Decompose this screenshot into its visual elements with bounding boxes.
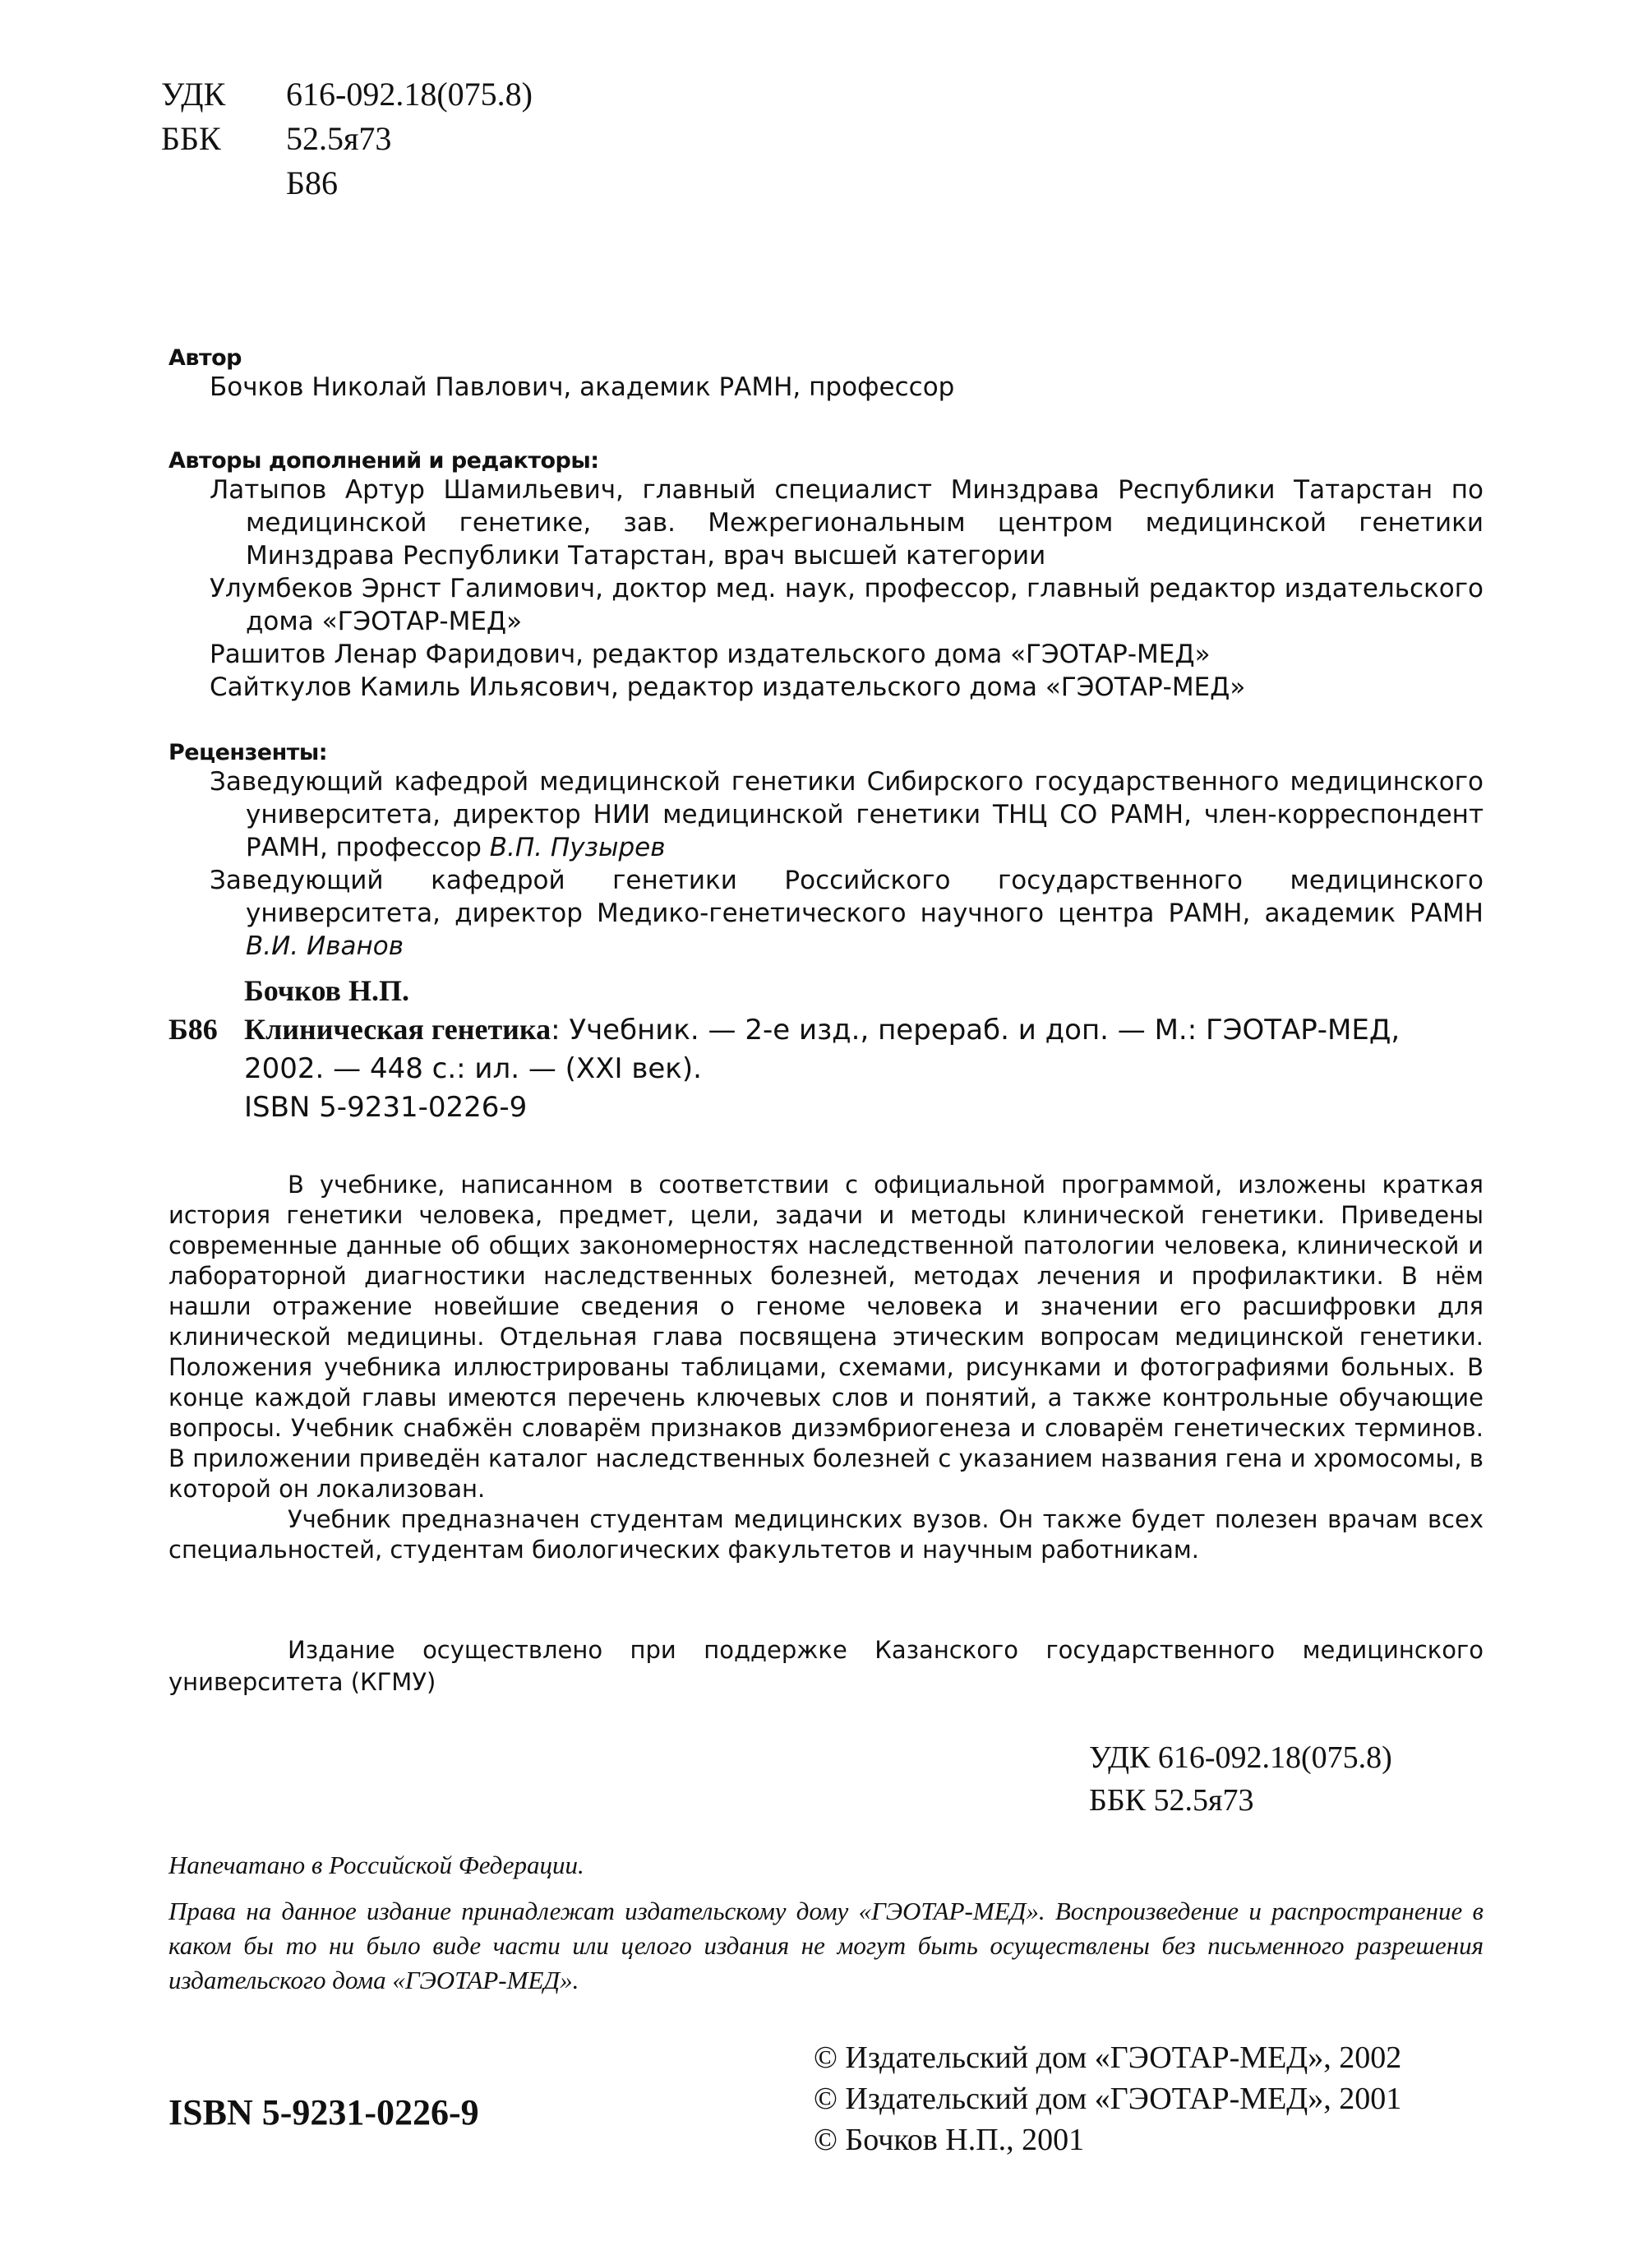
udk-value: 616-092.18(075.8): [286, 76, 533, 113]
editors-section: [168, 448, 1484, 704]
reviewer-text: Заведующий кафедрой генетики Российского государственного медицинского университета, директор Медико-генетического научного центра РАМН, академик РАМН: [210, 866, 1484, 928]
bib-mark: Б86: [168, 1013, 218, 1046]
annotation-paragraph: В учебнике, написанном в соответствии с официальной программой, изложены краткая история генетики человека, предмет, цели, задачи и методы клинической генетики. Приведены современные данные об общих закономерностях наследственной патологии человека, клинической и лабораторной диагностики наследственных болезней, методах лечения и профилактики. В нём нашли отражение новейшие сведения о геноме человека и значении его расшифровки для клинической медицины. Отдельная глава посвящена этическим вопросам медицинской генетики. Положения учебника иллюстрированы таблицами, схемами, рисунками и фотографиями больных. В конце каждой главы имеются перечень ключевых слов и понятий, а также контрольные обучающие вопросы. Учебник снабжён словарём признаков дизэмбриогенеза и словарём генетических терминов. В приложении приведён каталог наследственных болезней с указанием названия гена и хромосомы, в которой он локализован.: [168, 1171, 1484, 1503]
author-name: Бочков Николай Павлович, академик РАМН, профессор: [210, 372, 955, 402]
reviewer-entry: [210, 765, 1484, 864]
bib-author: Бочков Н.П.: [244, 974, 409, 1007]
bib-isbn: ISBN 5-9231-0226-9: [244, 1091, 528, 1124]
udk-row: [161, 72, 533, 117]
copyright-line: © Бочков Н.П., 2001: [814, 2123, 1085, 2157]
bib-line2: 2002. — 448 с.: ил. — (XXI век).: [244, 1052, 702, 1085]
reviewer-entry: [210, 864, 1484, 963]
udk-bottom: УДК 616-092.18(075.8): [1089, 1740, 1392, 1775]
editor-entry: Рашитов Ленар Фаридович, редактор издательского дома «ГЭОТАР-МЕД»: [210, 640, 1211, 669]
support-note: Издание осуществлено при поддержке Казанского государственного медицинского университета (КГМУ): [168, 1636, 1484, 1696]
author-mark: Б86: [286, 164, 338, 201]
reviewer-text: Заведующий кафедрой медицинской генетики Сибирского государственного медицинского университета, директор НИИ медицинской генетики ТНЦ СО РАМН, член-корреспондент РАМН, профессор: [210, 767, 1484, 862]
editor-entry: Улумбеков Эрнст Галимович, доктор мед. наук, профессор, главный редактор издательского дома «ГЭОТАР-МЕД»: [210, 574, 1484, 636]
isbn-bottom: ISBN 5-9231-0226-9: [168, 2092, 479, 2133]
classification-block: [161, 72, 533, 206]
bib-title: Клиническая генетика: [244, 1013, 551, 1046]
rights-notice: Права на данное издание принадлежат издательскому дому «ГЭОТАР-МЕД». Воспроизведение и распространение в каком бы то ни было виде части или целого издания не могут быть осуществлены без письменного разрешения издательского дома «ГЭОТАР-МЕД».: [168, 1897, 1484, 1994]
annotation-paragraph: Учебник предназначен студентам медицинских вузов. Он также будет полезен врачам всех специальностей, студентам биологических факультетов и научным работникам.: [168, 1505, 1484, 1564]
copyright-block: [814, 2037, 1401, 2160]
copyright-line: © Издательский дом «ГЭОТАР-МЕД», 2002: [814, 2040, 1402, 2075]
author-heading: Автор: [168, 345, 242, 371]
legal-notice: [168, 1848, 1484, 2009]
editor-entry: Латыпов Артур Шамильевич, главный специалист Минздрава Республики Татарстан по медицинской генетике, зав. Межрегиональным центром медицинской генетики Минздрава Республики Татарстан, врач высшей категории: [210, 475, 1484, 571]
reviewers-heading: Рецензенты:: [168, 740, 328, 765]
bbk-row: [161, 117, 533, 161]
bbk-value: 52.5я73: [286, 120, 392, 157]
udk-label: УДК: [161, 76, 226, 113]
annotation: [168, 1170, 1484, 1565]
printed-in: Напечатано в Российской Федерации.: [168, 1851, 584, 1879]
author-section: [168, 345, 1484, 404]
bib-title-rest: : Учебник. — 2-е изд., перераб. и доп. — М.: ГЭОТАР-МЕД,: [551, 1014, 1401, 1047]
bibliographic-record: [168, 972, 1484, 1127]
copyright-line: © Издательский дом «ГЭОТАР-МЕД», 2001: [814, 2082, 1402, 2116]
bbk-bottom: ББК 52.5я73: [1089, 1783, 1254, 1818]
bib-title-line: [168, 1010, 1484, 1050]
reviewers-section: [168, 740, 1484, 963]
reviewer-name: В.П. Пузырев: [489, 833, 666, 862]
reviewer-name: В.И. Иванов: [246, 931, 404, 961]
bbk-label: ББК: [161, 120, 221, 157]
editor-entry: Сайткулов Камиль Ильясович, редактор издательского дома «ГЭОТАР-МЕД»: [210, 672, 1246, 702]
classification-bottom: [1089, 1736, 1392, 1822]
author-mark-row: [161, 161, 533, 206]
editors-heading: Авторы дополнений и редакторы:: [168, 448, 599, 474]
